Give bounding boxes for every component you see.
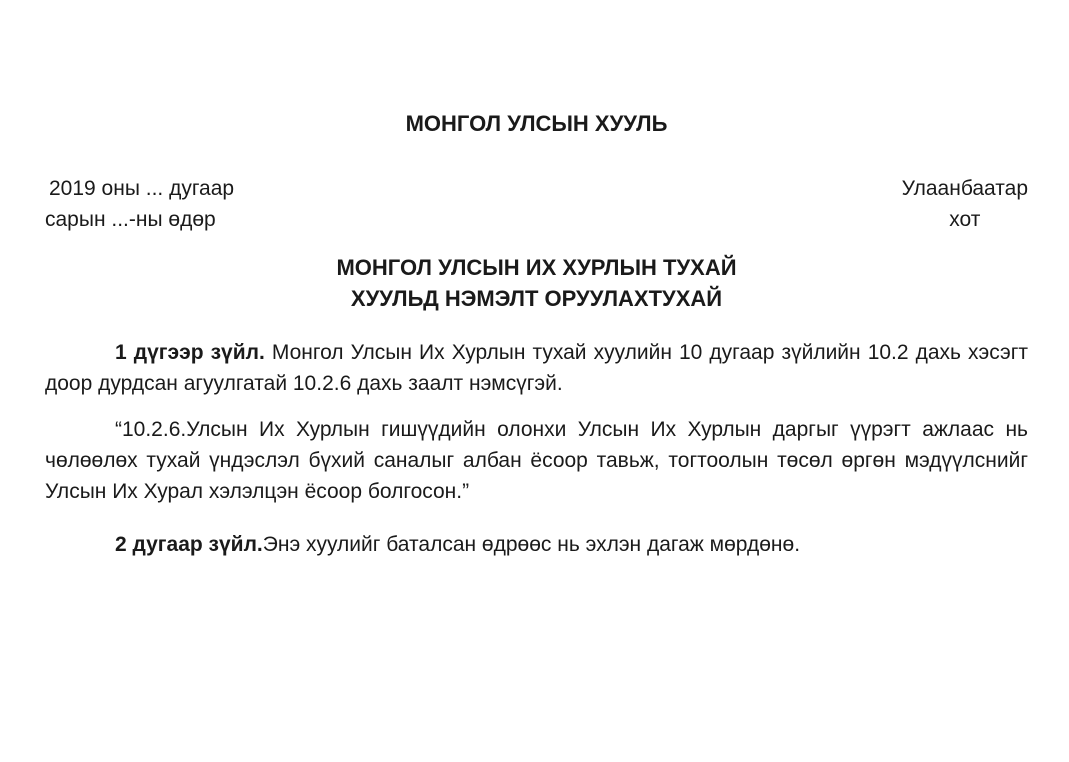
law-heading (45, 252, 1028, 314)
place-block (902, 173, 1028, 235)
article-2-paragraph (45, 529, 1028, 560)
place-word: хот (949, 208, 981, 231)
article-2-number: 2 дугаар зүйл. (115, 533, 263, 556)
law-heading-line-2: ХУУЛЬД НЭМЭЛТ ОРУУЛАХТУХАЙ (350, 286, 723, 311)
article-1-text: Монгол Улсын Их Хурлын тухай хуулийн 10 дугаар зүйлийн 10.2 дахь хэсэгт доор дурдсан агуулгатай 10.2.6 дахь заалт нэмсүгэй. (45, 341, 1029, 395)
date-line-year: 2019 оны ... дугаар (49, 177, 235, 200)
article-1-paragraph (45, 337, 1028, 399)
article-1-number: 1 дүгээр зүйл. (115, 341, 265, 364)
date-block (45, 173, 234, 235)
place-city: Улаанбаатар (901, 177, 1028, 200)
date-place-row (45, 173, 1028, 235)
document-title: МОНГОЛ УЛСЫН ХУУЛЬ (405, 111, 668, 136)
quote-paragraph: “10.2.6.Улсын Их Хурлын гишүүдийн олонхи Улсын Их Хурлын даргыг үүрэгт ажлаас нь чөлөөлөх тухай үндэслэл бүхий саналыг албан ёсоор тавьж, тогтоолын төсөл өргөн мэдүүлснийг Улсын Их Хурал хэлэлцэн ёсоор болгосон.” (45, 418, 1028, 503)
article-2-text: Энэ хуулийг баталсан өдрөөс нь эхлэн дагаж мөрдөнө. (262, 533, 801, 556)
date-line-day: сарын ...-ны өдөр (45, 208, 216, 231)
law-heading-line-1: МОНГОЛ УЛСЫН ИХ ХУРЛЫН ТУХАЙ (336, 255, 737, 280)
